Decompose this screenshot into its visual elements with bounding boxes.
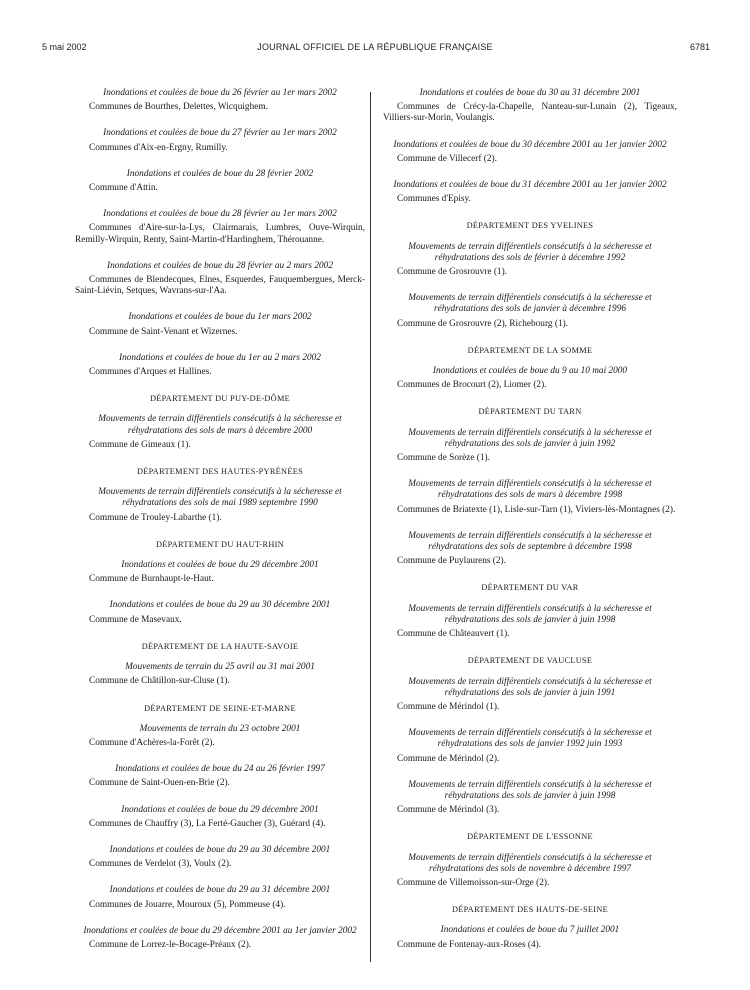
event-heading: Inondations et coulées de boue du 29 au 30 décembre 2001 xyxy=(109,600,331,611)
event-heading: Mouvements de terrain différentiels consécutifs à la sécheresse et réhydratations des sols de janvier à juin 1992 xyxy=(408,427,652,449)
department-heading: DÉPARTEMENT DE SEINE-ET-MARNE xyxy=(144,703,296,713)
decree-entry xyxy=(383,853,677,890)
decree-entry xyxy=(75,128,365,153)
page-number: 6781 xyxy=(689,42,710,52)
commune-list: Communes de Blendecques, Elnes, Esquerdes, Fauquembergues, Merck-Saint-Liévin, Setques, Wavrans-sur-l'Aa. xyxy=(75,275,365,297)
commune-list: Commune de Masevaux. xyxy=(89,614,182,625)
commune-list: Communes de Chauffry (3), La Ferté-Gaucher (3), Guérard (4). xyxy=(89,818,326,829)
decree-entry xyxy=(75,805,365,830)
decree-entry xyxy=(75,414,365,451)
event-heading: Inondations et coulées de boue du 1er mars 2002 xyxy=(128,312,312,323)
decree-entry xyxy=(383,180,677,205)
decree-entry xyxy=(383,140,677,165)
commune-list: Communes de Crécy-la-Chapelle, Nanteau-sur-Lunain (2), Tigeaux, Villiers-sur-Morin, Voulangis. xyxy=(383,102,677,124)
commune-list: Commune de Saint-Ouen-en-Brie (2). xyxy=(89,778,230,789)
event-heading: Mouvements de terrain différentiels consécutifs à la sécheresse et réhydratations des sols de novembre à décembre 1997 xyxy=(408,852,652,874)
event-heading: Inondations et coulées de boue du 26 février au 1er mars 2002 xyxy=(103,88,337,98)
commune-list: Commune de Villecerf (2). xyxy=(397,153,497,164)
event-heading: Mouvements de terrain différentiels consécutifs à la sécheresse et réhydratations des sols de janvier à juin 1998 xyxy=(408,779,652,801)
commune-list: Commune de Fontenay-aux-Roses (4). xyxy=(397,939,542,950)
decree-entry xyxy=(75,353,365,378)
decree-entry xyxy=(383,428,677,465)
decree-entry xyxy=(75,662,365,687)
event-heading: Inondations et coulées de boue du 28 février au 1er mars 2002 xyxy=(103,209,337,220)
department-heading: DÉPARTEMENT DES YVELINES xyxy=(466,221,594,231)
commune-list: Commune de Châtillon-sur-Cluse (1). xyxy=(89,676,230,687)
commune-list: Commune de Villemoisson-sur-Orge (2). xyxy=(397,877,550,888)
decree-entry xyxy=(383,366,677,391)
commune-list: Commune de Gimeaux (1). xyxy=(89,439,191,450)
decree-entry xyxy=(75,261,365,298)
event-heading: Inondations et coulées de boue du 30 décembre 2001 au 1er janvier 2002 xyxy=(393,139,667,150)
commune-list: Communes d'Aire-sur-la-Lys, Clairmarais, Lumbres, Ouve-Wirquin, Remilly-Wirquin, Renty, Saint-Martin-d'Hardinghem, Thérouanne. xyxy=(75,223,365,245)
commune-list: Commune de Puylaurens (2). xyxy=(397,556,506,567)
decree-entry xyxy=(75,560,365,585)
commune-list: Commune de Grosrouvre (1). xyxy=(397,267,507,278)
issue-date: 5 mai 2002 xyxy=(42,42,87,52)
decree-entry xyxy=(383,604,677,641)
commune-list: Communes de Verdelot (3), Voulx (2). xyxy=(89,859,232,870)
department-heading: DÉPARTEMENT DE L'ESSONNE xyxy=(467,832,593,842)
department-heading: DÉPARTEMENT DES HAUTS-DE-SEINE xyxy=(451,905,608,915)
commune-list: Commune d'Achères-la-Forêt (2). xyxy=(89,737,215,748)
event-heading: Mouvements de terrain du 23 octobre 2001 xyxy=(139,723,301,734)
department-heading: DÉPARTEMENT DES HAUTES-PYRÉNÉES xyxy=(137,467,303,477)
event-heading: Inondations et coulées de boue du 29 au 31 décembre 2001 xyxy=(109,885,331,896)
commune-list: Communes de Jouarre, Mouroux (5), Pommeuse (4). xyxy=(89,899,286,910)
commune-list: Communes de Briatexte (1), Lisle-sur-Tarn (1), Viviers-lès-Montagnes (2). xyxy=(397,504,676,515)
commune-list: Commune de Sorèze (1). xyxy=(397,453,490,464)
event-heading: Inondations et coulées de boue du 29 décembre 2001 au 1er janvier 2002 xyxy=(83,925,357,936)
decree-entry xyxy=(383,780,677,817)
page-header xyxy=(0,42,750,56)
decree-entry xyxy=(75,600,365,625)
decree-entry xyxy=(383,242,677,279)
event-heading: Mouvements de terrain du 25 avril au 31 mai 2001 xyxy=(125,662,315,673)
event-heading: Inondations et coulées de boue du 29 décembre 2001 xyxy=(121,804,319,815)
decree-entry xyxy=(75,209,365,246)
commune-list: Commune de Grosrouvre (2), Richebourg (1). xyxy=(397,318,569,329)
left-column xyxy=(75,88,365,966)
event-heading: Inondations et coulées de boue du 1er au 2 mars 2002 xyxy=(119,352,321,363)
commune-list: Commune de Lorrez-le-Bocage-Préaux (2). xyxy=(89,939,252,950)
event-heading: Inondations et coulées de boue du 30 au 31 décembre 2001 xyxy=(419,88,641,98)
decree-entry xyxy=(383,479,677,516)
commune-list: Commune de Châteauvert (1). xyxy=(397,629,510,640)
decree-entry xyxy=(75,885,365,910)
event-heading: Mouvements de terrain différentiels consécutifs à la sécheresse et réhydratations des sols de septembre à décembre 1998 xyxy=(408,530,652,553)
decree-entry xyxy=(75,169,365,194)
event-heading: Mouvements de terrain différentiels consécutifs à la sécheresse et réhydratations des sols de janvier à décembre 1996 xyxy=(408,293,652,315)
event-heading: Mouvements de terrain différentiels consécutifs à la sécheresse et réhydratations des sols de mai 1989 septembre 1990 xyxy=(98,487,342,509)
event-heading: Mouvements de terrain différentiels consécutifs à la sécheresse et réhydratations des sols de janvier 1992 juin 1993 xyxy=(408,728,652,750)
event-heading: Inondations et coulées de boue du 24 au 26 février 1997 xyxy=(115,764,325,775)
event-heading: Inondations et coulées de boue du 27 février au 1er mars 2002 xyxy=(103,128,337,139)
decree-entry xyxy=(75,88,365,113)
decree-entry xyxy=(383,677,677,714)
event-heading: Inondations et coulées de boue du 28 février au 2 mars 2002 xyxy=(107,260,333,271)
commune-list: Communes de Brocourt (2), Liomer (2). xyxy=(397,380,547,391)
column-divider xyxy=(370,92,371,962)
event-heading: Inondations et coulées de boue du 29 au 30 décembre 2001 xyxy=(109,844,331,855)
commune-list: Communes d'Episy. xyxy=(397,194,471,205)
commune-list: Commune de Trouley-Labarthe (1). xyxy=(89,512,222,523)
department-heading: DÉPARTEMENT DU HAUT-RHIN xyxy=(155,539,285,549)
event-heading: Mouvements de terrain différentiels consécutifs à la sécheresse et réhydratations des sols de février à décembre 1992 xyxy=(408,241,652,263)
event-heading: Inondations et coulées de boue du 28 février 2002 xyxy=(126,168,314,179)
decree-entry xyxy=(75,926,365,951)
event-heading: Inondations et coulées de boue du 31 décembre 2001 au 1er janvier 2002 xyxy=(393,180,667,191)
event-heading: Inondations et coulées de boue du 9 au 10 mai 2000 xyxy=(432,366,628,377)
department-heading: DÉPARTEMENT DU VAR xyxy=(481,583,579,593)
commune-list: Commune d'Attin. xyxy=(89,183,158,194)
decree-entry xyxy=(383,728,677,765)
commune-list: Commune de Mérindol (3). xyxy=(397,805,500,816)
decree-entry xyxy=(383,531,677,568)
department-heading: DÉPARTEMENT DU PUY-DE-DÔME xyxy=(149,394,291,404)
decree-entry xyxy=(75,312,365,337)
department-heading: DÉPARTEMENT DU TARN xyxy=(478,407,582,417)
department-heading: DÉPARTEMENT DE VAUCLUSE xyxy=(467,656,593,666)
commune-list: Communes d'Aix-en-Ergny, Rumilly. xyxy=(89,142,228,153)
event-heading: Mouvements de terrain différentiels consécutifs à la sécheresse et réhydratations des sols de janvier à juin 1991 xyxy=(408,676,652,698)
right-column xyxy=(383,88,677,966)
event-heading: Mouvements de terrain différentiels consécutifs à la sécheresse et réhydratations des sols de mars à décembre 1998 xyxy=(408,479,652,501)
department-heading: DÉPARTEMENT DE LA SOMME xyxy=(467,345,593,355)
decree-entry xyxy=(383,925,677,950)
commune-list: Communes de Bourthes, Delettes, Wicquighem. xyxy=(89,102,268,113)
decree-entry xyxy=(75,764,365,789)
event-heading: Mouvements de terrain différentiels consécutifs à la sécheresse et réhydratations des sols de janvier à juin 1998 xyxy=(408,603,652,625)
decree-entry xyxy=(75,487,365,524)
commune-list: Communes d'Arques et Hallines. xyxy=(89,367,212,378)
event-heading: Mouvements de terrain différentiels consécutifs à la sécheresse et réhydratations des sols de mars à décembre 2000 xyxy=(98,414,342,436)
decree-entry xyxy=(75,845,365,870)
journal-title: JOURNAL OFFICIEL DE LA RÉPUBLIQUE FRANÇAISE xyxy=(257,42,493,52)
decree-entry xyxy=(383,88,677,125)
commune-list: Commune de Saint-Venant et Wizernes. xyxy=(89,326,238,337)
event-heading: Inondations et coulées de boue du 29 décembre 2001 xyxy=(121,560,319,571)
commune-list: Commune de Mérindol (1). xyxy=(397,701,500,712)
commune-list: Commune de Mérindol (2). xyxy=(397,753,500,764)
event-heading: Inondations et coulées de boue du 7 juillet 2001 xyxy=(440,925,620,936)
decree-entry xyxy=(383,293,677,330)
commune-list: Commune de Burnhaupt-le-Haut. xyxy=(89,574,214,585)
decree-entry xyxy=(75,724,365,749)
department-heading: DÉPARTEMENT DE LA HAUTE-SAVOIE xyxy=(141,641,299,651)
